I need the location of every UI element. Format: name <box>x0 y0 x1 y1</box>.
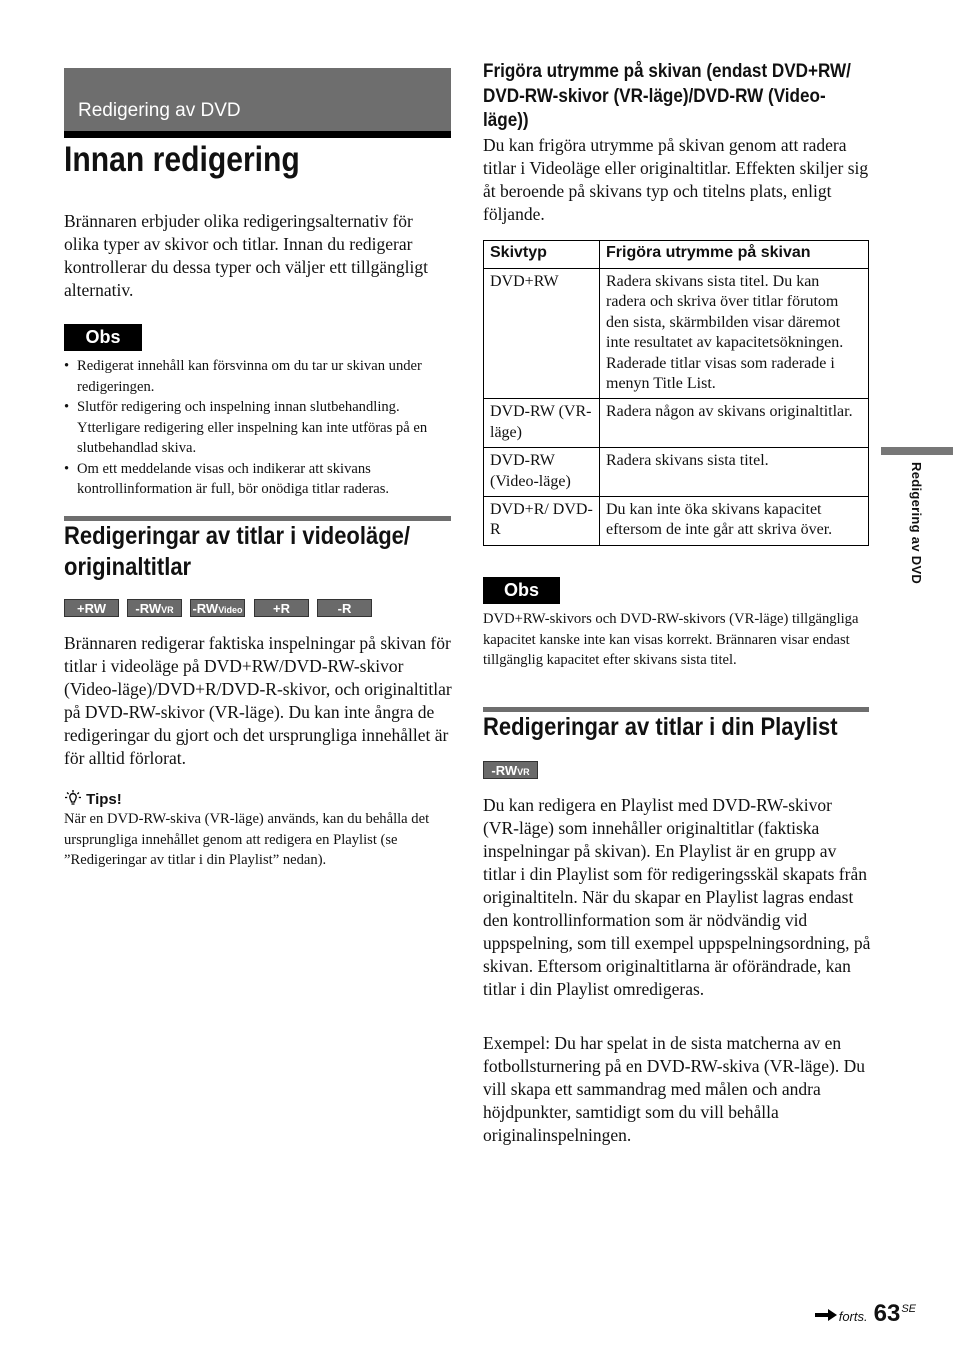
table-cell-description: Radera skivans sista titel. Du kan radera och skriva över titlar förutom den sista, skärmbilden visar däremot inte resultatet av kapacitetsökningen. Raderade titlar visas som raderade i menyn Title List. <box>600 269 869 399</box>
arrow-right-icon <box>815 1309 837 1321</box>
disc-badge-plus-rw <box>64 599 119 617</box>
section2-heading: Redigeringar av titlar i din Playlist <box>483 713 838 741</box>
table-header-disc-type: Skivtyp <box>484 241 600 269</box>
disc-badge-minus-rw-vr <box>483 761 538 779</box>
disc-badge-plus-r <box>254 599 309 617</box>
page-title: Innan redigering <box>64 140 300 179</box>
intro-paragraph: Brännaren erbjuder olika redigeringsalternativ för olika typer av skivor och titlar. Innan du redigerar kontrollerar du dessa typer och väljer ett tillgängligt alternativ. <box>64 211 428 300</box>
table-cell-disc-type: DVD-RW (VR-läge) <box>484 399 600 448</box>
side-label <box>887 462 924 612</box>
tips-label: Tips! <box>86 791 122 808</box>
side-label-text: Redigering av DVD <box>909 462 924 585</box>
disc-badge-label: -RW <box>192 601 219 616</box>
table-cell-disc-type: DVD+RW <box>484 269 600 399</box>
obs-notes-list <box>64 356 452 500</box>
disc-badge-sub: VR <box>161 605 174 615</box>
obs-badge: Obs <box>64 324 142 351</box>
obs-badge-2: Obs <box>483 577 560 604</box>
side-tab-marker <box>881 447 953 455</box>
disc-badge-label: -RW <box>491 763 518 778</box>
disc-badge-label: -RW <box>135 601 162 616</box>
disc-compat-row-2 <box>483 761 543 779</box>
free-space-heading: Frigöra utrymme på skivan (endast DVD+RW/ DVD-RW-skivor (VR-läge)/DVD-RW (Video-läge)) <box>483 61 851 131</box>
continued-label: forts. <box>838 1309 868 1324</box>
table-header-free-space: Frigöra utrymme på skivan <box>600 241 869 269</box>
page-number: 63 <box>873 1300 901 1327</box>
tips-heading <box>64 789 122 808</box>
disc-badge-minus-r <box>317 599 372 617</box>
free-space-body: Du kan frigöra utrymme på skivan genom att radera titlar i Videoläge eller originaltitlar. Effekten skiljer sig åt beroende på skivans typ och titelns plats, enligt följande. <box>483 135 869 224</box>
section-banner <box>64 68 451 131</box>
disc-badge-label: +RW <box>76 601 106 616</box>
table-row <box>484 448 869 497</box>
table-cell-description: Radera någon av skivans originaltitlar. <box>600 399 869 448</box>
table-header-row <box>484 241 869 269</box>
page-footer <box>815 1300 916 1328</box>
obs-note: • Om ett meddelande visas och indikerar att skivans kontrollinformation är full, bör onödiga titlar raderas. <box>64 459 452 500</box>
table-row <box>484 497 869 546</box>
disc-badge-minus-rw-vr <box>127 599 182 617</box>
table-row <box>484 399 869 448</box>
disc-badge-label: +R <box>273 601 290 616</box>
obs-text-2: DVD+RW-skivors och DVD-RW-skivors (VR-läge) tillgängliga kapacitet kanske inte kan visas korrekt. Brännaren visar endast tillgänglig kapacitet efter skivans sista titel. <box>483 611 859 668</box>
lightbulb-icon <box>64 789 82 807</box>
table-cell-disc-type: DVD+R/ DVD-R <box>484 497 600 546</box>
table-cell-disc-type: DVD-RW (Video-läge) <box>484 448 600 497</box>
obs-note: • Slutför redigering och inspelning innan slutbehandling. Ytterligare redigering eller inspelning kan inte utföras på en slutbehandlad skiva. <box>64 397 452 459</box>
section1-heading: Redigeringar av titlar i videoläge/ originaltitlar <box>64 522 411 581</box>
section1-body: Brännaren redigerar faktiska inspelningar på skivan för titlar i videoläge på DVD+RW/DVD-RW-skivor (Video-läge)/DVD+R/DVD-R-skivor, och originaltitlar på DVD-RW-skivor (VR-läge). Du kan inte ångra de redigeringar du gjort och det ursprungliga innehållet är för alltid förlorat. <box>64 633 452 768</box>
table-cell-description: Du kan inte öka skivans kapacitet eftersom de inte går att skriva över. <box>600 497 869 546</box>
section-banner-text: Redigering av DVD <box>78 100 241 121</box>
disc-compat-row <box>64 599 384 617</box>
disc-badge-label: -R <box>337 601 352 616</box>
disc-badge-minus-rw-video <box>190 599 245 617</box>
page-suffix: SE <box>901 1303 916 1315</box>
obs-note: • Redigerat innehåll kan försvinna om du tar ur skivan under redigeringen. <box>64 356 452 397</box>
section2-body-2: Exempel: Du har spelat in de sista matcherna av en fotbollsturnering på en DVD-RW-skiva (VR-läge). Du vill skapa ett sammandrag med målen och andra höjdpunkter, samtidigt som du vill behålla originalinspelningen. <box>483 1033 866 1145</box>
section2-body-1: Du kan redigera en Playlist med DVD-RW-skivor (VR-läge) som innehåller originaltitlar (faktiska inspelningar på skivan). En Playlist är en grupp av titlar i din Playlist som för redigeringsskäl skapats från originaltiteln. När du skapar en Playlist lagras endast den kontrollinformation som är nödvändig vid uppspelning, som till exempel uppspelningsordning, på skivan. Eftersom originaltitlarna är oförändrade, kan titlar i din Playlist omredigeras. <box>483 795 871 999</box>
disc-badge-sub: VR <box>517 767 530 777</box>
table-cell-description: Radera skivans sista titel. <box>600 448 869 497</box>
table-row <box>484 269 869 399</box>
tips-text: När en DVD-RW-skiva (VR-läge) används, kan du behålla det ursprungliga innehållet genom att redigera en Playlist (se ”Redigeringar av titlar i din Playlist” nedan). <box>64 811 430 868</box>
banner-rule <box>64 131 451 138</box>
free-space-table <box>483 240 869 546</box>
disc-badge-sub: Video <box>218 605 243 615</box>
